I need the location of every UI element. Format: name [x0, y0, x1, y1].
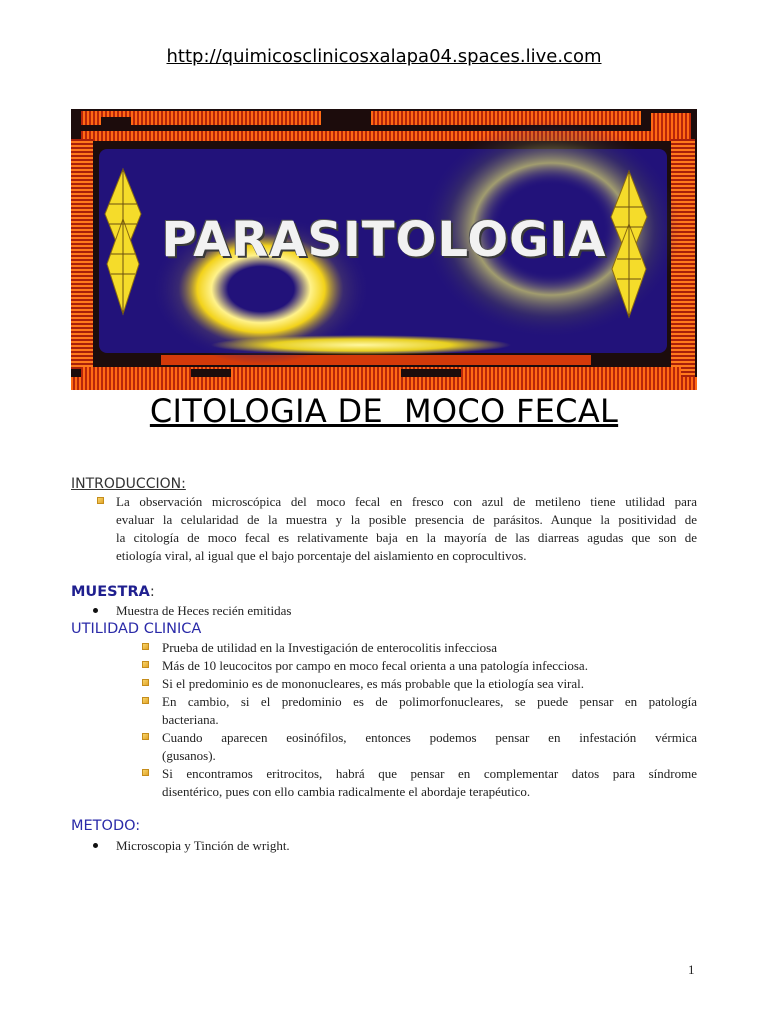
utilidad-item [162, 765, 697, 801]
intro-line: la citología de moco fecal es relativamente baja en la mayoría de las diarreas agudas que son de [116, 530, 697, 545]
utilidad-item-line2: disentérico, pues con ello cambia radicalmente el abordaje terapéutico. [162, 784, 531, 799]
intro-heading: INTRODUCCION: [71, 476, 186, 492]
page-number: 1 [688, 962, 695, 977]
metodo-heading: METODO: [71, 818, 141, 834]
muestra-heading-colon: : [149, 584, 155, 600]
utilidad-item-line2: bacteriana. [162, 712, 219, 727]
bullet-dot-icon [93, 843, 98, 848]
bullet-dot-icon [93, 608, 98, 613]
bullet-square-icon [142, 679, 149, 686]
utilidad-item-line2: (gusanos). [162, 748, 216, 763]
utilidad-item [162, 693, 697, 729]
utilidad-item-line1: En cambio, si el predominio es de polimorfonucleares, se puede pensar en patología [162, 694, 697, 709]
document-title: CITOLOGIA DE MOCO FECAL [149, 392, 619, 430]
utilidad-item-line1: Si encontramos eritrocitos, habrá que pensar en complementar datos para síndrome [162, 766, 697, 781]
bullet-square-icon [142, 769, 149, 776]
utilidad-item: Más de 10 leucocitos por campo en moco fecal orienta a una patología infecciosa. [162, 658, 588, 673]
muestra-heading [71, 584, 155, 600]
utilidad-heading: UTILIDAD CLINICA [71, 621, 202, 637]
utilidad-item: Prueba de utilidad en la Investigación de enterocolitis infecciosa [162, 640, 497, 655]
banner-title: PARASITOLOGIA [161, 212, 607, 268]
metodo-item: Microscopia y Tinción de wright. [116, 838, 290, 853]
bullet-square-icon [142, 643, 149, 650]
bullet-square-icon [142, 733, 149, 740]
bullet-square-icon [142, 661, 149, 668]
intro-line: etiología viral, al igual que el bajo porcentaje del aislamiento en coprocultivos. [116, 548, 527, 563]
muestra-heading-text: MUESTRA [71, 584, 150, 600]
header-url-link[interactable]: http://quimicosclinicosxalapa04.spaces.live.com [166, 46, 602, 67]
bullet-square-icon [142, 697, 149, 704]
utilidad-item-line1: Cuando aparecen eosinófilos, entonces podemos pensar en infestación vérmica [162, 730, 697, 745]
utilidad-item: Si el predominio es de mononucleares, es más probable que la etiología sea viral. [162, 676, 585, 691]
muestra-item: Muestra de Heces recién emitidas [116, 603, 292, 618]
utilidad-item [162, 729, 697, 765]
intro-paragraph [116, 493, 697, 565]
parasitologia-banner [71, 109, 697, 390]
intro-line: La observación microscópica del moco fecal en fresco con azul de metileno tiene utilidad para [116, 494, 697, 509]
intro-line: evaluar la celularidad de la muestra y la posible presencia de parásitos. Aunque la positividad de [116, 512, 697, 527]
bullet-square-icon [97, 497, 104, 504]
